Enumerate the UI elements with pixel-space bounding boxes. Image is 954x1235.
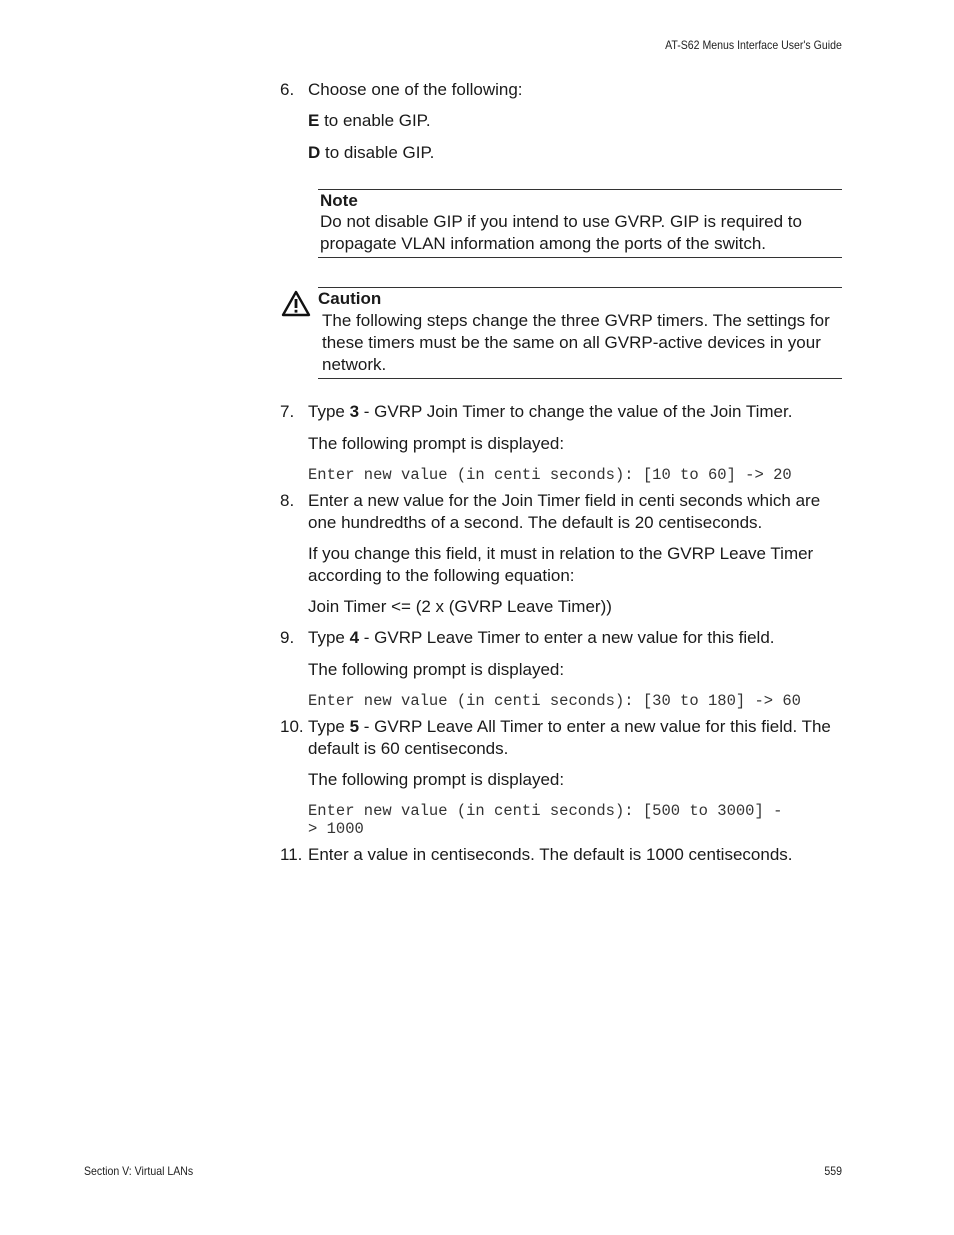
option-key: D xyxy=(308,143,321,162)
step-text-pre: Type xyxy=(308,402,350,421)
paragraph: If you change this field, it must in relation to the GVRP Leave Timer xyxy=(308,544,814,563)
page-number: 559 xyxy=(824,1164,842,1178)
menu-key: 4 xyxy=(349,628,360,647)
prompt-label: The following prompt is displayed: xyxy=(308,770,565,789)
step-text-pre: Type xyxy=(308,717,350,736)
caution-top-rule xyxy=(318,287,842,288)
step-number: 6. xyxy=(280,80,295,99)
code-prompt: Enter new value (in centi seconds): [30 to 180] -> 60 xyxy=(308,692,801,710)
option-key: E xyxy=(308,111,320,130)
step-number: 9. xyxy=(280,628,295,647)
menu-key: 3 xyxy=(349,402,360,421)
caution-bottom-rule xyxy=(318,378,842,379)
step-text-post: - GVRP Leave All Timer to enter a new value for this field. The xyxy=(359,717,831,736)
paragraph: according to the following equation: xyxy=(308,566,575,585)
note-top-rule xyxy=(318,189,842,190)
step-text xyxy=(308,401,792,423)
step-text: Enter a new value for the Join Timer field in centi seconds which are xyxy=(308,491,821,510)
code-prompt-continued: > 1000 xyxy=(308,820,364,838)
step-text: default is 60 centiseconds. xyxy=(308,739,509,758)
footer-section: Section V: Virtual LANs xyxy=(84,1164,194,1178)
equation: Join Timer <= (2 x (GVRP Leave Timer)) xyxy=(308,597,612,616)
prompt-label: The following prompt is displayed: xyxy=(308,434,565,453)
step-text xyxy=(308,627,775,649)
step-number: 7. xyxy=(280,402,295,421)
step-text xyxy=(308,716,831,738)
code-prompt: Enter new value (in centi seconds): [500 to 3000] - xyxy=(308,802,783,820)
step-text: one hundredths of a second. The default is 20 centiseconds. xyxy=(308,513,763,532)
caution-line: these timers must be the same on all GVRP-active devices in your xyxy=(322,333,821,352)
step-number: 11. xyxy=(280,845,303,864)
note-bottom-rule xyxy=(318,257,842,258)
step-text: Choose one of the following: xyxy=(308,80,523,99)
step-text: Enter a value in centiseconds. The default is 1000 centiseconds. xyxy=(308,845,793,864)
caution-line: network. xyxy=(322,355,387,374)
step-text-post: - GVRP Leave Timer to enter a new value for this field. xyxy=(359,628,775,647)
prompt-label: The following prompt is displayed: xyxy=(308,660,565,679)
step-number: 8. xyxy=(280,491,295,510)
option-text: to enable GIP. xyxy=(319,111,431,130)
option-enable xyxy=(308,110,431,132)
step-number: 10. xyxy=(280,717,304,736)
caution-line: The following steps change the three GVRP timers. The settings for xyxy=(322,311,830,330)
step-text-pre: Type xyxy=(308,628,350,647)
option-disable xyxy=(308,142,434,164)
menu-key: 5 xyxy=(349,717,360,736)
note-line: Do not disable GIP if you intend to use GVRP. GIP is required to xyxy=(320,212,802,231)
warning-icon xyxy=(281,290,311,317)
option-text: to disable GIP. xyxy=(320,143,435,162)
caution-title: Caution xyxy=(318,289,382,308)
note-title: Note xyxy=(320,191,358,210)
note-line: propagate VLAN information among the ports of the switch. xyxy=(320,234,767,253)
code-prompt: Enter new value (in centi seconds): [10 to 60] -> 20 xyxy=(308,466,792,484)
running-header: AT-S62 Menus Interface User's Guide xyxy=(665,38,842,52)
step-text-post: - GVRP Join Timer to change the value of the Join Timer. xyxy=(359,402,793,421)
